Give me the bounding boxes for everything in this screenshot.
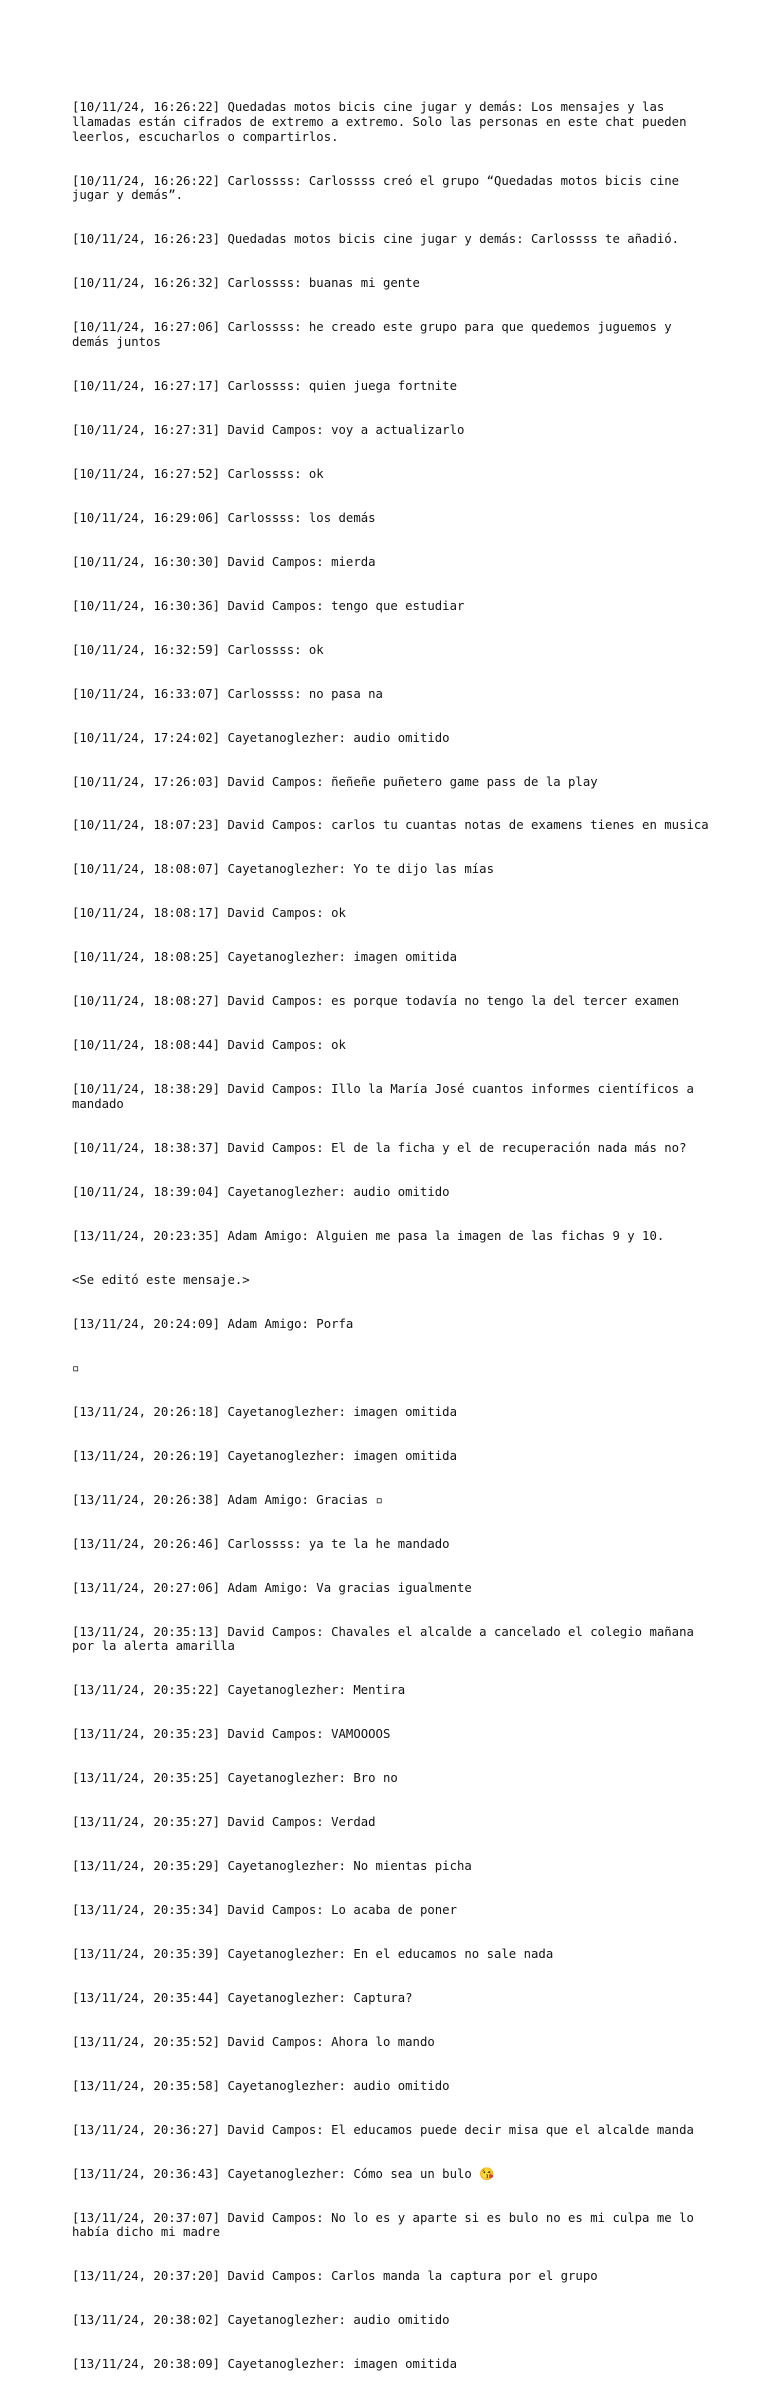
chat-line: [10/11/24, 18:39:04] Cayetanoglezher: audio omitido: [72, 1184, 450, 1199]
chat-line: [10/11/24, 16:27:52] Carlossss: ok: [72, 466, 324, 481]
chat-line: [13/11/24, 20:23:35] Adam Amigo: Alguien me pasa la imagen de las fichas 9 y 10.: [72, 1228, 665, 1243]
chat-line: [13/11/24, 20:35:29] Cayetanoglezher: No mientas picha: [72, 1859, 472, 1874]
chat-line: [13/11/24, 20:26:46] Carlossss: ya te la he mandado: [72, 1536, 450, 1551]
chat-line: [13/11/24, 20:35:13] David Campos: Chavales el alcalde a cancelado el colegio mañana por la alerta amarilla: [72, 1624, 702, 1654]
chat-transcript: [72, 71, 712, 2387]
chat-line: [10/11/24, 16:26:32] Carlossss: buanas mi gente: [72, 276, 420, 291]
chat-line: [13/11/24, 20:35:34] David Campos: Lo acaba de poner: [72, 1903, 457, 1918]
chat-line: [13/11/24, 20:35:39] Cayetanoglezher: En el educamos no sale nada: [72, 1947, 554, 1961]
chat-line: [10/11/24, 18:08:25] Cayetanoglezher: imagen omitida: [72, 950, 457, 965]
chat-line: [10/11/24, 18:38:37] David Campos: El de la ficha y el de recuperación nada más no?: [72, 1140, 687, 1155]
chat-line: [13/11/24, 20:26:19] Cayetanoglezher: imagen omitida: [72, 1448, 457, 1463]
chat-line: [13/11/24, 20:35:58] Cayetanoglezher: audio omitido: [72, 2078, 450, 2093]
chat-line: [10/11/24, 17:26:03] David Campos: ñeñeñe puñetero game pass de la play: [72, 774, 598, 789]
chat-line: [13/11/24, 20:35:25] Cayetanoglezher: Bro no: [72, 1771, 398, 1786]
chat-line: [10/11/24, 18:08:17] David Campos: ok: [72, 906, 346, 921]
chat-line: [13/11/24, 20:38:09] Cayetanoglezher: imagen omitida: [72, 2357, 457, 2372]
chat-line: [10/11/24, 16:32:59] Carlossss: ok: [72, 642, 324, 657]
chat-line: [10/11/24, 16:27:17] Carlossss: quien juega fortnite: [72, 378, 457, 393]
chat-line: [13/11/24, 20:36:27] David Campos: El educamos puede decir misa que el alcalde manda: [72, 2122, 694, 2137]
chat-line: [13/11/24, 20:35:22] Cayetanoglezher: Mentira: [72, 1683, 406, 1698]
chat-line: [10/11/24, 16:30:36] David Campos: tengo que estudiar: [72, 598, 465, 613]
chat-line: [10/11/24, 16:26:23] Quedadas motos bicis cine jugar y demás: Carlossss te añadió.: [72, 232, 680, 247]
chat-line: [13/11/24, 20:35:27] David Campos: Verdad: [72, 1815, 376, 1830]
chat-line: [13/11/24, 20:37:07] David Campos: No lo es y aparte si es bulo no es mi culpa me lo había dicho mi madre: [72, 2210, 702, 2240]
chat-line: [13/11/24, 20:27:06] Adam Amigo: Va gracias igualmente: [72, 1580, 472, 1595]
chat-line: [13/11/24, 20:26:18] Cayetanoglezher: imagen omitida: [72, 1404, 457, 1419]
chat-line: [13/11/24, 20:37:20] David Campos: Carlos manda la captura por el grupo: [72, 2269, 598, 2284]
chat-line: [10/11/24, 16:27:31] David Campos: voy a actualizarlo: [72, 422, 465, 437]
chat-line: [13/11/24, 20:24:09] Adam Amigo: Porfa: [72, 1316, 354, 1331]
chat-line: [13/11/24, 20:35:23] David Campos: VAMOOOOS: [72, 1727, 391, 1742]
edited-note: <Se editó este mensaje.>: [72, 1272, 250, 1287]
chat-line: [13/11/24, 20:26:38] Adam Amigo: Gracias ▫: [72, 1492, 383, 1507]
chat-line: [10/11/24, 16:29:06] Carlossss: los demás: [72, 510, 376, 525]
chat-line: [13/11/24, 20:35:52] David Campos: Ahora lo mando: [72, 2034, 435, 2049]
chat-line: [10/11/24, 17:24:02] Cayetanoglezher: audio omitido: [72, 730, 450, 745]
chat-line: [10/11/24, 16:26:22] Quedadas motos bicis cine jugar y demás: Los mensajes y las llamadas están cifrados de extremo a extremo. Solo las personas en este chat pueden leerlos, escucharlos o compartirlos.: [72, 100, 694, 144]
chat-line: [13/11/24, 20:38:02] Cayetanoglezher: audio omitido: [72, 2313, 450, 2328]
chat-line: [10/11/24, 16:33:07] Carlossss: no pasa na: [72, 686, 383, 701]
emoji-placeholder: ▫: [72, 1360, 80, 1375]
chat-line: [10/11/24, 18:08:27] David Campos: es porque todavía no tengo la del tercer examen: [72, 994, 680, 1009]
chat-line: [10/11/24, 18:38:29] David Campos: Illo la María José cuantos informes científicos a mandado: [72, 1082, 702, 1111]
chat-line: [10/11/24, 18:08:07] Cayetanoglezher: Yo te dijo las mías: [72, 862, 494, 877]
chat-line: [10/11/24, 18:08:44] David Campos: ok: [72, 1038, 346, 1053]
chat-line: [10/11/24, 16:26:22] Carlossss: Carlossss creó el grupo “Quedadas motos bicis cine jugar y demás”.: [72, 173, 687, 203]
chat-line: [13/11/24, 20:35:44] Cayetanoglezher: Captura?: [72, 1990, 413, 2005]
chat-line: [10/11/24, 16:27:06] Carlossss: he creado este grupo para que quedemos juguemos y demás juntos: [72, 320, 680, 349]
chat-line: [10/11/24, 16:30:30] David Campos: mierda: [72, 554, 376, 569]
chat-line: [13/11/24, 20:36:43] Cayetanoglezher: Cómo sea un bulo 😘: [72, 2166, 495, 2181]
chat-line: [10/11/24, 18:07:23] David Campos: carlos tu cuantas notas de examens tienes en musica: [72, 818, 709, 833]
